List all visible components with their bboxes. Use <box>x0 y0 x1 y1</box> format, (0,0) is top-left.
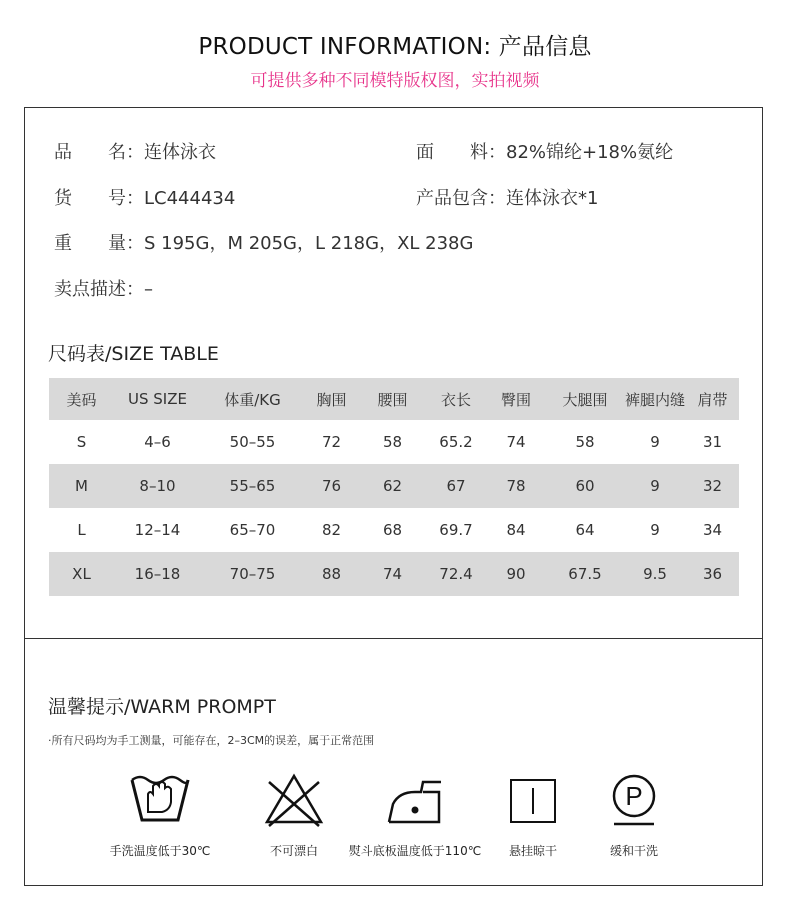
iron-label: 熨斗底板温度低于110℃ <box>348 844 482 858</box>
info-code <box>54 184 235 210</box>
info-contains <box>416 184 598 210</box>
table-cell: 72 <box>321 433 342 451</box>
col-header: 衣长 <box>440 390 471 409</box>
col-header: 胸围 <box>316 390 347 409</box>
gentle-dry-clean-icon <box>609 772 659 828</box>
svg-text:P: P <box>625 781 643 811</box>
table-cell: 84 <box>506 521 526 539</box>
table-cell: 74 <box>382 565 403 583</box>
table-cell: 32 <box>702 477 723 495</box>
info-contains-value: 连体泳衣*1 <box>506 188 599 209</box>
table-cell: 9.5 <box>643 565 667 583</box>
info-material-value: 82%锦纶+18%氨纶 <box>506 142 674 163</box>
info-contains-label: 产品包含： <box>416 188 506 209</box>
table-cell: 65–70 <box>229 521 276 539</box>
hand-wash-icon <box>128 772 192 828</box>
table-cell: XL <box>72 565 91 583</box>
info-selling <box>54 275 153 301</box>
info-name-value: 连体泳衣 <box>144 142 216 163</box>
size-table <box>49 378 739 596</box>
section-divider <box>24 638 763 639</box>
info-name-label: 品 名： <box>54 142 144 163</box>
table-cell: 64 <box>575 521 595 539</box>
col-header: 美码 <box>66 390 97 409</box>
table-cell: 50–55 <box>229 433 276 451</box>
table-cell: 60 <box>575 477 595 495</box>
table-cell: 67.5 <box>568 565 602 583</box>
table-row <box>49 420 739 464</box>
table-row <box>49 464 739 508</box>
table-cell: 78 <box>506 477 526 495</box>
size-table-header <box>49 378 739 420</box>
no-bleach-label: 不可漂白 <box>269 844 318 858</box>
info-code-value: LC444434 <box>144 188 236 209</box>
info-code-label: 货 号： <box>54 188 144 209</box>
table-cell: 55–65 <box>229 477 276 495</box>
size-table-title: 尺码表/SIZE TABLE <box>48 343 219 365</box>
table-row <box>49 552 739 596</box>
table-cell: 58 <box>382 433 403 451</box>
hang-dry-label: 悬挂晾干 <box>508 844 557 858</box>
warm-prompt-title: 温馨提示/WARM PROMPT <box>48 696 276 718</box>
info-weight-label: 重 量： <box>54 233 144 254</box>
table-cell: 31 <box>702 433 723 451</box>
col-header: 体重/KG <box>224 390 281 409</box>
table-cell: 62 <box>382 477 403 495</box>
table-cell: 74 <box>506 433 526 451</box>
table-cell: 9 <box>650 477 660 495</box>
page-title: PRODUCT INFORMATION: 产品信息 <box>198 34 592 60</box>
table-cell: 16–18 <box>134 565 181 583</box>
table-cell: 34 <box>702 521 723 539</box>
info-material <box>416 138 673 164</box>
table-cell: 72.4 <box>439 565 473 583</box>
info-material-label: 面 料： <box>416 142 506 163</box>
info-selling-label: 卖点描述： <box>54 279 144 300</box>
table-cell: 12–14 <box>134 521 181 539</box>
table-cell: 4–6 <box>144 433 171 451</box>
table-cell: 67 <box>446 477 466 495</box>
table-cell: 8–10 <box>139 477 176 495</box>
table-cell: 88 <box>321 565 342 583</box>
hang-dry-icon <box>509 778 557 824</box>
info-name <box>54 138 216 164</box>
table-cell: 70–75 <box>229 565 276 583</box>
table-cell: 58 <box>575 433 595 451</box>
measurement-note: ·所有尺码均为手工测量，可能存在，2–3CM的误差，属于正常范围 <box>48 734 375 747</box>
table-cell: 68 <box>382 521 403 539</box>
table-cell: S <box>76 433 87 451</box>
table-cell: 65.2 <box>439 433 473 451</box>
table-cell: 76 <box>321 477 342 495</box>
table-cell: 69.7 <box>439 521 473 539</box>
table-cell: 90 <box>506 565 526 583</box>
col-header: 大腿围 <box>562 390 608 409</box>
table-cell: 36 <box>702 565 723 583</box>
table-cell: M <box>75 477 88 495</box>
info-weight <box>54 229 473 255</box>
iron-icon <box>385 778 445 826</box>
gentle-dry-clean-label: 缓和干洗 <box>609 844 658 858</box>
info-weight-value: S 195G，M 205G，L 218G，XL 238G <box>144 233 474 254</box>
info-selling-value: – <box>144 279 153 300</box>
col-header: 肩带 <box>697 390 728 409</box>
table-cell: 9 <box>650 433 660 451</box>
col-header: US SIZE <box>128 390 187 408</box>
table-cell: 82 <box>321 521 342 539</box>
page-subtitle: 可提供多种不同模特版权图，实拍视频 <box>250 71 540 91</box>
col-header: 裤腿内缝 <box>624 390 685 409</box>
hand-wash-label: 手洗温度低于30℃ <box>109 844 211 858</box>
col-header: 腰围 <box>377 390 408 409</box>
table-row <box>49 508 739 552</box>
no-bleach-icon <box>263 772 325 828</box>
col-header: 臀围 <box>500 390 531 409</box>
table-cell: 9 <box>650 521 660 539</box>
table-cell: L <box>77 521 86 539</box>
